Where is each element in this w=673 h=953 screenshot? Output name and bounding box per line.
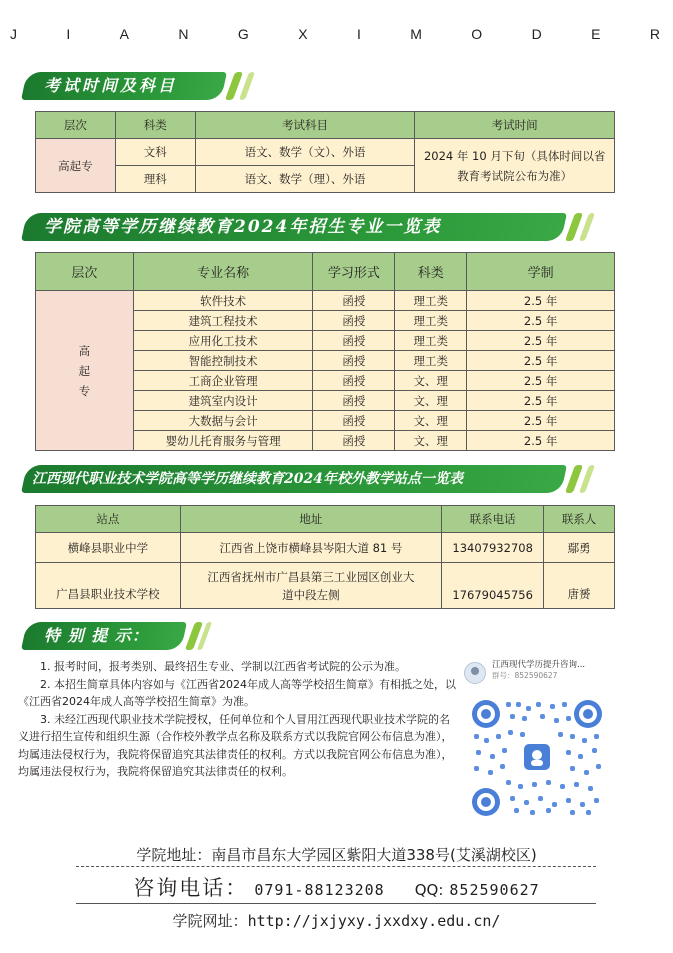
category-cell: 理科 [115,166,195,193]
category-cell: 文、理 [395,411,467,431]
table-header: 学制 [467,253,615,291]
majors-section-title: 学院高等学历继续教育2024年招生专业一览表 [44,217,442,237]
majors-table [35,252,615,451]
subjects-cell: 语文、数学（理）、外语 [195,166,415,193]
site-contact: 鄢勇 [544,533,615,563]
majors-section-banner [18,213,598,241]
header-letter: I [66,26,71,42]
years-cell: 2.5 年 [467,291,615,311]
category-cell: 理工类 [395,351,467,371]
header-letter: E [591,26,601,42]
study-form: 函授 [313,411,395,431]
major-name: 婴幼儿托育服务与管理 [133,431,313,451]
site-phone: 13407932708 [442,533,544,563]
avatar [464,662,486,684]
study-form: 函授 [313,351,395,371]
site-address: 江西省抚州市广昌县第三工业园区创业大道中段左侧 [180,563,442,609]
site-phone: 17679045756 [442,563,544,609]
study-form: 函授 [313,291,395,311]
website-label: 学院网址： [172,912,248,930]
header-letter: M [410,26,422,42]
header-letter: G [237,26,249,42]
major-name: 建筑工程技术 [133,311,313,331]
category-cell: 文、理 [395,431,467,451]
phone-number[interactable]: 0791-88123208 [254,881,385,899]
note-item: 2. 本招生简章具体内容如与《江西省2024年成人高等学校招生简章》有相抵之处，以《江西省2024年成人高等学校招生简章》为准。 [18,677,456,708]
table-header: 地址 [180,506,442,533]
table-header: 站点 [36,506,181,533]
major-name: 应用化工技术 [133,331,313,351]
header-letter: O [471,26,483,42]
table-header: 科类 [115,112,195,139]
subjects-cell: 语文、数学（文）、外语 [195,139,415,166]
category-cell: 文科 [115,139,195,166]
header-letter: J [10,26,17,42]
exam-section-banner [18,72,258,100]
header-letter: R [649,26,660,42]
qr-code-icon [470,698,604,818]
qr-group-name: 江西现代学历提升咨询... [492,660,586,670]
header-letter: I [356,26,361,42]
major-name: 软件技术 [133,291,313,311]
exam-table [35,111,615,193]
level-cell: 高起专 [36,139,116,193]
category-cell: 文、理 [395,371,467,391]
qr-header [464,660,656,690]
site-name: 广昌县职业技术学校 [36,563,181,609]
header-letter: A [119,26,130,42]
contact-line [0,872,673,902]
qq-label: QQ: [414,881,444,899]
sites-table [35,505,615,609]
header-letter: N [178,26,189,42]
phone-label: 咨询电话： [133,876,249,900]
website-link[interactable]: http://jxjyxy.jxxdxy.edu.cn/ [247,912,501,930]
website-line [0,910,673,931]
years-cell: 2.5 年 [467,331,615,351]
divider [76,903,596,904]
table-header: 联系人 [544,506,615,533]
sites-section-title: 江西现代职业技术学院高等学历继续教育2024年校外教学站点一览表 [32,471,463,487]
header-letter: X [298,26,308,42]
qr-group-id: 群号：852590627 [492,671,558,680]
table-header: 考试科目 [195,112,415,139]
exam-time-cell: 2024 年 10 月下旬（具体时间以省教育考试院公布为准） [415,139,615,193]
table-header: 层次 [36,112,116,139]
table-header: 联系电话 [442,506,544,533]
header-letter-strip [10,26,660,42]
notes-section-banner [18,622,208,650]
years-cell: 2.5 年 [467,371,615,391]
major-name: 智能控制技术 [133,351,313,371]
notes-section-title: 特 别 提 示： [44,626,149,645]
note-item: 3. 未经江西现代职业技术学院授权，任何单位和个人冒用江西现代职业技术学院的名义进行招生宣传和组织生源（合作校外教学点名称及联系方式以我院官网公布信息为准），均属违法侵权行为，我院将保留追究其法律责任的权利。方式以我院官网公布信息为准），均属违法侵权行为，我院将保留追究其法律责任的权利。 [18,712,453,778]
study-form: 函授 [313,431,395,451]
study-form: 函授 [313,311,395,331]
site-name: 横峰县职业中学 [36,533,181,563]
study-form: 函授 [313,371,395,391]
table-header: 专业名称 [133,253,313,291]
category-cell: 理工类 [395,311,467,331]
years-cell: 2.5 年 [467,351,615,371]
table-header: 科类 [395,253,467,291]
years-cell: 2.5 年 [467,391,615,411]
exam-section-title: 考试时间及科目 [44,76,178,95]
years-cell: 2.5 年 [467,311,615,331]
table-header: 考试时间 [415,112,615,139]
level-cell [36,291,134,451]
major-name: 工商企业管理 [133,371,313,391]
category-cell: 理工类 [395,331,467,351]
category-cell: 文、理 [395,391,467,411]
study-form: 函授 [313,331,395,351]
table-header: 学习形式 [313,253,395,291]
years-cell: 2.5 年 [467,431,615,451]
level-char: 起 [78,363,91,378]
site-address: 江西省上饶市横峰县岑阳大道 81 号 [180,533,442,563]
level-char: 高 [78,343,91,358]
notes-block [18,658,460,781]
level-char: 专 [78,383,91,398]
note-item: 1. 报考时间，报考类别、最终招生专业、学制以江西省考试院的公示为准。 [40,660,406,673]
header-letter: D [531,26,542,42]
major-name: 大数据与会计 [133,411,313,431]
category-cell: 理工类 [395,291,467,311]
table-header: 层次 [36,253,134,291]
college-address: 学院地址：南昌市昌东大学园区紫阳大道338号(艾溪湖校区) [136,846,537,864]
study-form: 函授 [313,391,395,411]
site-contact: 唐赟 [544,563,615,609]
sites-section-banner [18,465,598,493]
major-name: 建筑室内设计 [133,391,313,411]
years-cell: 2.5 年 [467,411,615,431]
divider [76,866,596,867]
qr-card[interactable] [464,660,656,824]
qq-number[interactable]: 852590627 [449,881,540,899]
